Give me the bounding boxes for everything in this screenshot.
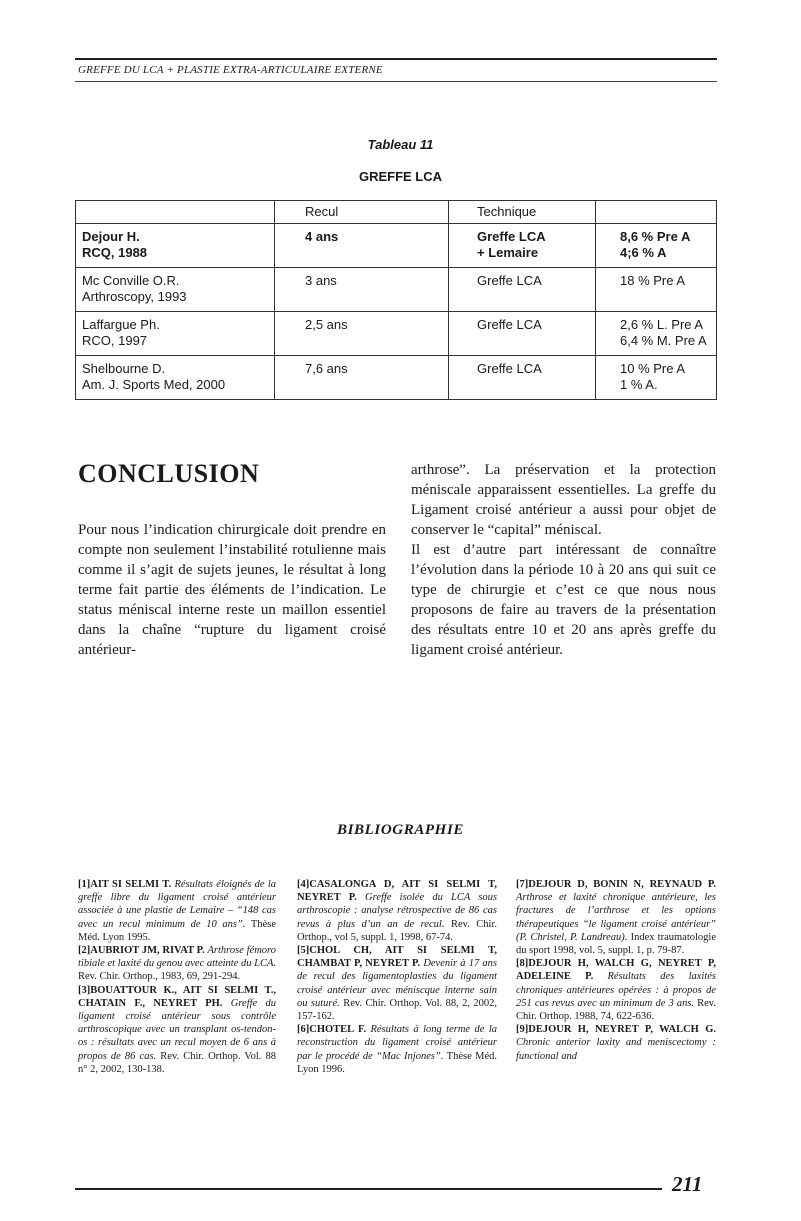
ref-source: Rev. Chir. Orthop. Vol. 88, 2, 2002, 157-162.	[297, 997, 497, 1023]
ref-title: Chronic anterior laxity and meniscectomy : functional and	[516, 1037, 716, 1062]
ref-source: Rev. Chir. Orthop. Vol. 88 n° 2, 2002, 130-138.	[78, 1050, 276, 1075]
cell-line: 2,6 % L. Pre A	[620, 317, 704, 332]
ref-number: [7]	[516, 879, 529, 890]
cell-recul	[275, 356, 449, 400]
ref-number: [9]	[516, 1024, 529, 1036]
cell-line: Greffe LCA	[477, 229, 546, 244]
ref-title: Arthrose et laxité chronique antérieure, les fractures de l’arthrose et les options thérapeutiques “le ligament croisé antérieur” (P. Christel, P. Landreau).	[516, 892, 716, 943]
bibliography-entry	[516, 1023, 716, 1063]
cell-line: Greffe LCA	[477, 317, 542, 332]
ref-title: Résultats à long terme de la reconstruction du ligament croisé antérieur par le procédé de “Mac Injones”.	[297, 1024, 497, 1062]
cell-technique	[449, 356, 596, 400]
ref-source: Index traumatologie du sport 1998, vol. 5, suppl. 1, p. 79-87.	[516, 931, 716, 957]
table-row	[76, 268, 717, 312]
bibliography-entry	[78, 878, 276, 944]
table-row	[76, 356, 717, 400]
cell-line: RCQ, 1988	[82, 245, 148, 260]
cell-result	[596, 268, 717, 312]
ref-number: [1]	[78, 879, 91, 890]
cell-line: Mc Conville O.R.	[82, 273, 180, 288]
ref-source: Rev. Chir. Orthop., 1983, 69, 291-294.	[78, 971, 241, 983]
cell-study	[76, 312, 275, 356]
cell-result	[596, 224, 717, 268]
ref-title: Devenir à 17 ans de recul des ligamentoplasties du ligament croisé antérieur avec méniscque interne sain ou suturé.	[297, 958, 498, 1009]
top-rule	[75, 58, 717, 60]
ref-number: [2]	[78, 945, 91, 957]
table-row	[76, 312, 717, 356]
running-header: GREFFE DU LCA + PLASTIE EXTRA-ARTICULAIRE EXTERNE	[78, 64, 383, 76]
header-result	[596, 201, 717, 224]
ref-source: Thèse Méd. Lyon 1995.	[78, 918, 276, 943]
conclusion-paragraph-2: arthrose”. La préservation et la protection méniscale apparaissent essentielles. La greffe du Ligament croisé antérieur a aussi pour objet de conserver le “capital” méniscal.	[411, 462, 716, 538]
ref-title: Arthrose fémoro tibiale et laxité du genou avec atteinte du LCA.	[78, 945, 276, 970]
bibliography-entry	[516, 878, 716, 957]
ref-authors: BOUATTOUR K., AIT SI SELMI T., CHATAIN F., NEYRET PH.	[78, 984, 276, 1009]
ref-authors: CASALONGA D, AIT SI SELMI T, NEYRET P.	[297, 879, 497, 904]
ref-source: Rev. Chir. Orthop. 1988, 74, 622-636.	[516, 997, 716, 1023]
cell-line: Greffe LCA	[477, 273, 542, 288]
ref-title: Résultats éloignés de la greffe libre du ligament croisé antérieur associée à une plastie de Lemaire – “148 cas avec un recul minimum de 10 ans”.	[78, 879, 277, 930]
cell-line: 6,4 % M. Pre A	[620, 333, 707, 348]
cell-line: 4 ans	[305, 229, 339, 244]
cell-technique	[449, 224, 596, 268]
bibliography-entry	[78, 984, 276, 1076]
ref-authors: DEJOUR D, BONIN N, REYNAUD P.	[528, 879, 716, 890]
cell-line: Laffargue Ph.	[82, 317, 160, 332]
header-study	[76, 201, 275, 224]
bibliography-column-2	[297, 878, 497, 1076]
table-row	[76, 224, 717, 268]
bottom-rule	[75, 1188, 662, 1190]
ref-number: [5]	[297, 945, 310, 957]
ref-authors: AIT SI SELMI T.	[90, 879, 172, 890]
table-header-row	[76, 201, 717, 224]
conclusion-title: CONCLUSION	[78, 459, 260, 488]
cell-line: RCO, 1997	[82, 333, 148, 348]
ref-number: [6]	[297, 1024, 310, 1036]
bibliography-entry	[297, 1023, 497, 1076]
page-number: 211	[672, 1172, 703, 1196]
cell-line: 2,5 ans	[305, 317, 348, 332]
cell-line: Arthroscopy, 1993	[82, 289, 187, 304]
ref-source: Rev. Chir. Orthop., vol 5, suppl. 1, 1998, 67-74.	[297, 918, 498, 943]
cell-technique	[449, 312, 596, 356]
table-body	[76, 224, 717, 400]
ref-authors: CHOTEL F.	[309, 1024, 367, 1036]
cell-technique	[449, 268, 596, 312]
cell-line: 1 % A.	[620, 377, 658, 392]
cell-line: + Lemaire	[477, 245, 539, 260]
cell-result	[596, 312, 717, 356]
conclusion-right-column	[411, 460, 716, 660]
cell-line: Dejour H.	[82, 229, 140, 244]
cell-line: Am. J. Sports Med, 2000	[82, 377, 226, 392]
conclusion-left-column	[78, 520, 386, 660]
bibliography-entry	[78, 944, 276, 984]
ref-title: Greffe du ligament croisé antérieur sous contrôle arthroscopique avec un transplant os-tendon-os : résultats avec un recul moyen de 6 ans à propos de 86 cas.	[78, 997, 276, 1062]
conclusion-paragraph-1: Pour nous l’indication chirurgicale doit prendre en compte non seulement l’instabilité rotulienne mais comme il s’agit de sujets jeunes, le résultat à long terme fait partie des éléments de l’indication. Le status méniscal interne reste un maillon essentiel dans la chaîne “rupture du ligament croisé antérieur-	[78, 522, 386, 658]
cell-line: 10 % Pre A	[620, 361, 686, 376]
ref-number: [3]	[78, 984, 91, 996]
ref-title: Résultats des laxités chroniques antérieures opérées : à propos de 251 cas revus avec un minimum de 3 ans.	[516, 971, 716, 1009]
bibliography-entry	[516, 957, 716, 1023]
ref-source: Thèse Méd. Lyon 1996.	[297, 1050, 498, 1075]
bibliography-entry	[297, 878, 497, 944]
cell-line: 8,6 % Pre A	[620, 229, 691, 244]
cell-line: 4;6 % A	[620, 245, 667, 260]
table-caption: Tableau 11	[367, 137, 434, 152]
ref-title: Greffe isolée du LCA sous arthroscopie : analyse rétrospective de 86 cas revus à plus d’un an de recul.	[297, 892, 497, 930]
cell-recul	[275, 312, 449, 356]
ref-number: [8]	[516, 958, 529, 970]
bibliography-column-1	[78, 878, 276, 1076]
conclusion-paragraph-3: Il est d’autre part intéressant de connaître l’évolution dans la période 10 à 20 ans qui suit ce type de chirurgie et c’est ce que nous nous proposons de faire au travers de la présentation des résultats entre 10 et 20 ans après greffe du ligament croisé antérieur.	[411, 542, 716, 658]
cell-study	[76, 356, 275, 400]
cell-study	[76, 268, 275, 312]
cell-line: 7,6 ans	[305, 361, 348, 376]
ref-authors: CHOL CH, AIT SI SELMI T, CHAMBAT P, NEYRET P.	[297, 945, 497, 970]
results-table	[75, 200, 717, 400]
ref-authors: AUBRIOT JM, RIVAT P.	[90, 945, 205, 957]
bibliography-column-3	[516, 878, 716, 1063]
header-recul: Recul	[275, 201, 449, 224]
cell-result	[596, 356, 717, 400]
cell-line: Greffe LCA	[477, 361, 542, 376]
cell-study	[76, 224, 275, 268]
cell-recul	[275, 268, 449, 312]
cell-line: Shelbourne D.	[82, 361, 166, 376]
ref-number: [4]	[297, 879, 310, 890]
header-technique: Technique	[449, 201, 596, 224]
table-title: GREFFE LCA	[358, 169, 443, 184]
bibliography-title: BIBLIOGRAPHIE	[337, 822, 464, 838]
bibliography-entry	[297, 944, 497, 1023]
ref-authors: DEJOUR H, WALCH G, NEYRET P, ADELEINE P.	[516, 958, 716, 983]
ref-authors: DEJOUR H, NEYRET P, WALCH G.	[528, 1024, 716, 1036]
header-rule	[75, 81, 717, 82]
cell-recul	[275, 224, 449, 268]
cell-line: 3 ans	[305, 273, 337, 288]
cell-line: 18 % Pre A	[620, 273, 686, 288]
